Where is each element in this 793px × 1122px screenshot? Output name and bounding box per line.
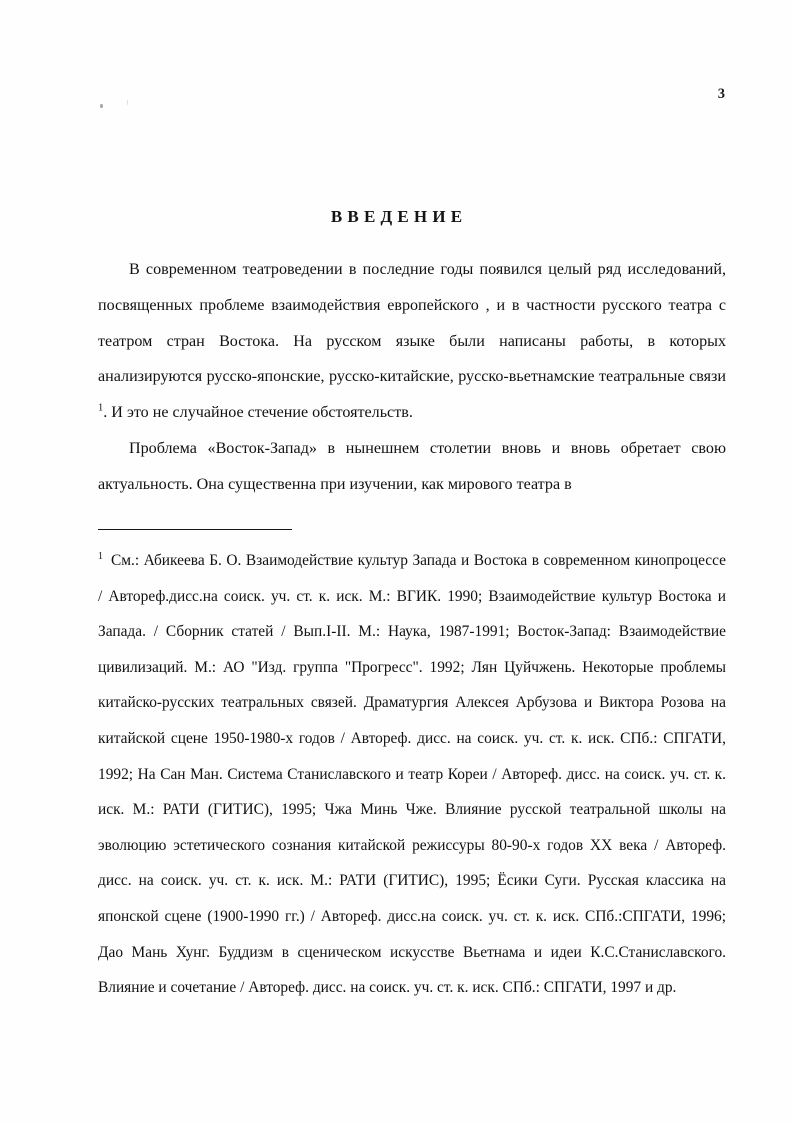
footnote-number-marker: 1: [98, 550, 103, 562]
scan-speck: [100, 104, 103, 108]
footnote-separator-rule: [98, 529, 292, 530]
scan-speck: [127, 100, 128, 105]
footnote-block: [98, 543, 726, 1006]
footnote-entry: [98, 543, 726, 1006]
paragraph-first-text-after-marker: . И это не случайное стечение обстоятельств.: [103, 404, 413, 422]
footnote-body-text: См.: Абикеева Б. О. Взаимодействие культур Запада и Востока в современном кинопроцессе / Автореф.дисс.на соиск. уч. ст. к. иск. М.: ВГИК. 1990; Взаимодействие культур Востока и Запада. / Сборник статей / Вып.I-II. М.: Наука, 1987-1991; Восток-Запад: Взаимодействие цивилизаций. М.: АО "Изд. группа "Прогресс". 1992; Лян Цуйчжень. Некоторые проблемы китайско-русских театральных связей. Драматургия Алексея Арбузова и Виктора Розова на китайской сцене 1950-1980-х годов / Автореф. дисс. на соиск. уч. ст. к. иск. СПб.: СПГАТИ, 1992; На Сан Ман. Система Станиславского и театр Кореи / Автореф. дисс. на соиск. уч. ст. к. иск. М.: РАТИ (ГИТИС), 1995; Чжа Минь Чже. Влияние русской театральной школы на эволюцию эстетического сознания китайской режиссуры 80-90-х годов XX века / Автореф. дисс. на соиск. уч. ст. к. иск. М.: РАТИ (ГИТИС), 1995; Ёсики Суги. Русская классика на японской сцене (1900-1990 гг.) / Автореф. дисс.на соиск. уч. ст. к. иск. СПб.:СПГАТИ, 1996; Дао Мань Хунг. Буддизм в сценическом искусстве Вьетнама и идеи К.С.Станиславского. Влияние и сочетание / Автореф. дисс. на соиск. уч. ст. к. иск. СПб.: СПГАТИ, 1997 и др.: [98, 552, 726, 997]
paragraph-first-text-before-marker: В современном театроведении в последние годы появился целый ряд исследований, посвященных проблеме взаимодействия европейского , и в частности русского театра с театром стран Востока. На русском языке были написаны работы, в которых анализируются русско-японские, русско-китайские, русско-вьетнамские театральные связи: [98, 261, 726, 386]
paragraph-second: Проблема «Восток-Запад» в нынешнем столетии вновь и вновь обретает свою актуальность. Она существенна при изучении, как мирового театра в: [98, 439, 726, 493]
body-text: [98, 252, 726, 503]
page-title: ВВЕДЕНИЕ: [330, 207, 468, 227]
footnote-reference-marker: 1: [98, 402, 104, 414]
page-number: 3: [717, 86, 725, 102]
paragraph-first: [98, 252, 726, 431]
